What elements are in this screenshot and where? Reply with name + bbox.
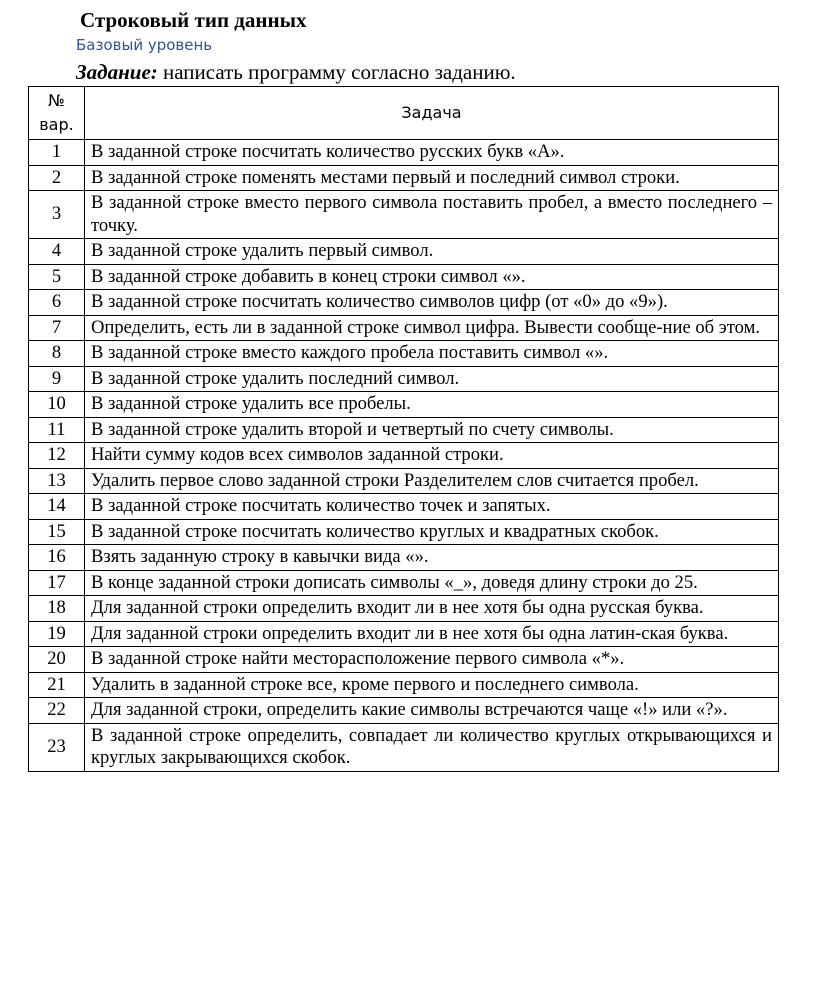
task-description: Взять заданную строку в кавычки вида «».	[85, 545, 779, 571]
table-row	[29, 570, 779, 596]
task-description: Для заданной строки, определить какие символы встречаются чаще «!» или «?».	[85, 698, 779, 724]
variant-number: 15	[29, 519, 85, 545]
tasks-table	[28, 86, 779, 772]
task-description: В заданной строке добавить в конец строки символ «».	[85, 264, 779, 290]
task-description: В заданной строке посчитать количество точек и запятых.	[85, 494, 779, 520]
variant-number: 10	[29, 392, 85, 418]
table-row	[29, 443, 779, 469]
variant-number: 18	[29, 596, 85, 622]
task-description: В заданной строке посчитать количество русских букв «А».	[85, 140, 779, 166]
variant-number: 13	[29, 468, 85, 494]
variant-number: 6	[29, 290, 85, 316]
task-description: В конце заданной строки дописать символы «_», доведя длину строки до 25.	[85, 570, 779, 596]
task-description: В заданной строке удалить первый символ.	[85, 239, 779, 265]
table-header-row	[29, 87, 779, 140]
variant-number: 21	[29, 672, 85, 698]
task-label: Задание:	[76, 60, 158, 84]
task-description: В заданной строке определить, совпадает ли количество круглых открывающихся и круглых закрывающихся скобок.	[85, 723, 779, 771]
variant-number: 19	[29, 621, 85, 647]
task-text: написать программу согласно заданию.	[157, 60, 516, 84]
variant-number: 12	[29, 443, 85, 469]
variant-number: 11	[29, 417, 85, 443]
table-row	[29, 165, 779, 191]
table-row	[29, 621, 779, 647]
table-row	[29, 341, 779, 367]
variant-number: 1	[29, 140, 85, 166]
page-subtitle: Базовый уровень	[76, 36, 213, 54]
table-row	[29, 596, 779, 622]
column-header-task: Задача	[85, 87, 779, 140]
table-row	[29, 239, 779, 265]
table-row	[29, 392, 779, 418]
variant-number: 2	[29, 165, 85, 191]
task-description: Удалить первое слово заданной строки Разделителем слов считается пробел.	[85, 468, 779, 494]
task-description: Удалить в заданной строке все, кроме первого и последнего символа.	[85, 672, 779, 698]
variant-number: 17	[29, 570, 85, 596]
variant-number: 22	[29, 698, 85, 724]
variant-number: 9	[29, 366, 85, 392]
table-row	[29, 723, 779, 771]
task-description: В заданной строке найти месторасположение первого символа «*».	[85, 647, 779, 673]
table-row	[29, 366, 779, 392]
task-description: В заданной строке вместо каждого пробела поставить символ «».	[85, 341, 779, 367]
table-row	[29, 545, 779, 571]
table-row	[29, 140, 779, 166]
variant-number: 14	[29, 494, 85, 520]
table-row	[29, 494, 779, 520]
table-row	[29, 519, 779, 545]
column-header-number: № вар.	[29, 87, 85, 140]
table-row	[29, 698, 779, 724]
variant-number: 20	[29, 647, 85, 673]
table-row	[29, 647, 779, 673]
variant-number: 23	[29, 723, 85, 771]
variant-number: 4	[29, 239, 85, 265]
task-description: В заданной строке удалить второй и четвертый по счету символы.	[85, 417, 779, 443]
variant-number: 7	[29, 315, 85, 341]
variant-number: 3	[29, 191, 85, 239]
variant-number: 8	[29, 341, 85, 367]
task-description: В заданной строке удалить последний символ.	[85, 366, 779, 392]
table-row	[29, 417, 779, 443]
task-description: В заданной строке посчитать количество круглых и квадратных скобок.	[85, 519, 779, 545]
table-row	[29, 468, 779, 494]
table-row	[29, 264, 779, 290]
table-row	[29, 672, 779, 698]
task-line	[76, 60, 516, 85]
task-description: Для заданной строки определить входит ли в нее хотя бы одна латин-ская буква.	[85, 621, 779, 647]
variant-number: 5	[29, 264, 85, 290]
table-row	[29, 315, 779, 341]
table-row	[29, 191, 779, 239]
page-title: Строковый тип данных	[80, 8, 307, 32]
task-description: Найти сумму кодов всех символов заданной строки.	[85, 443, 779, 469]
variant-number: 16	[29, 545, 85, 571]
task-description: В заданной строке поменять местами первый и последний символ строки.	[85, 165, 779, 191]
table-row	[29, 290, 779, 316]
task-description: Для заданной строки определить входит ли в нее хотя бы одна русская буква.	[85, 596, 779, 622]
task-description: В заданной строке удалить все пробелы.	[85, 392, 779, 418]
task-description: В заданной строке вместо первого символа поставить пробел, а вместо последнего – точку.	[85, 191, 779, 239]
task-description: Определить, есть ли в заданной строке символ цифра. Вывести сообще-ние об этом.	[85, 315, 779, 341]
task-description: В заданной строке посчитать количество символов цифр (от «0» до «9»).	[85, 290, 779, 316]
